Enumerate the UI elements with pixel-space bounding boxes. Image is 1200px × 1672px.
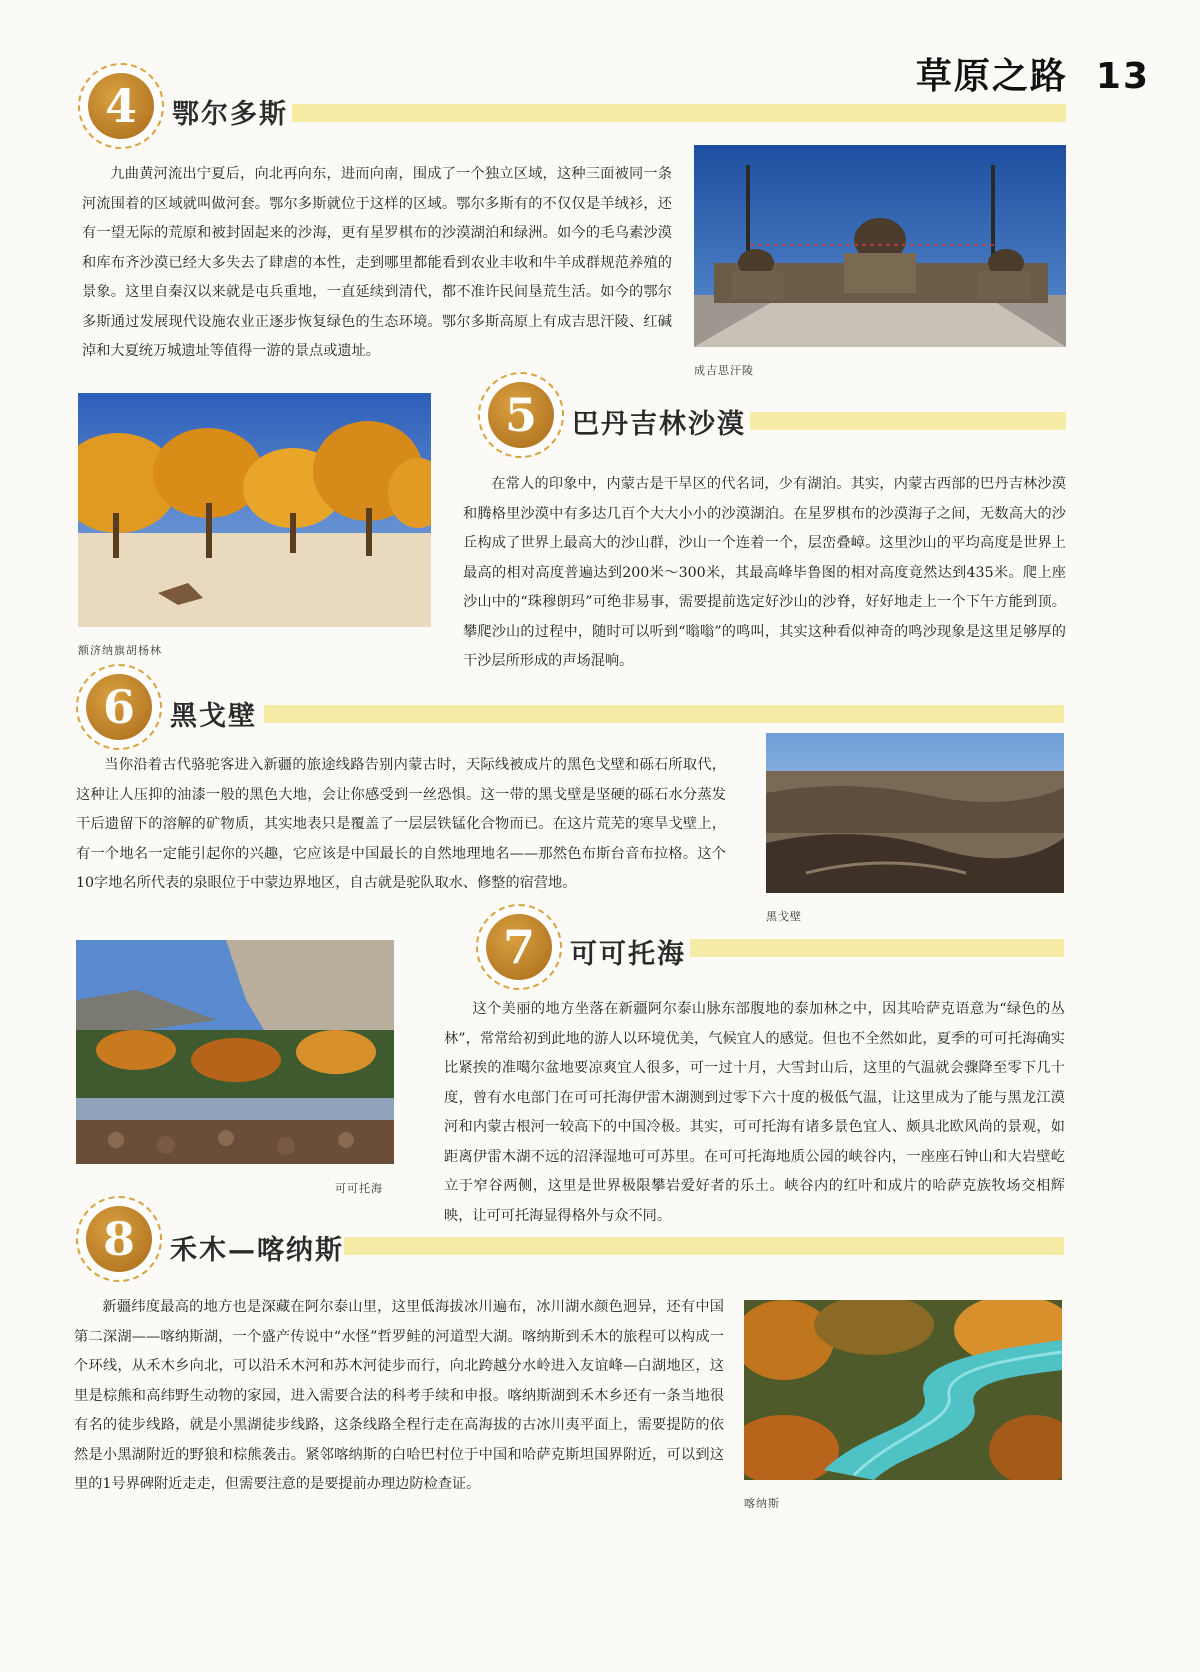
section-7-title: 可可托海 <box>570 939 686 970</box>
section-4-number-badge: 4 <box>78 63 164 149</box>
section-5-title-bar <box>750 412 1066 430</box>
section-6-photo-caption: 黑戈壁 <box>766 910 802 923</box>
page-number: 13 <box>1095 56 1150 97</box>
section-7-title-bar <box>690 939 1064 957</box>
magazine-section-title: 草原之路 <box>915 56 1068 97</box>
section-6-number-badge: 6 <box>76 664 162 750</box>
section-4-photo <box>694 145 1066 347</box>
section-8-number-badge: 8 <box>76 1196 162 1282</box>
section-7-text: 这个美丽的地方坐落在新疆阿尔泰山脉东部腹地的泰加林之中，因其哈萨克语意为“绿色的丛林”，常常给初到此地的游人以环境优美，气候宜人的感觉。但也不全然如此，夏季的可可托海确实比紧挨的准噶尔盆地要凉爽宜人很多，可一过十月，大雪封山后，这里的气温就会骤降至零下几十度，曾有水电部门在可可托海伊雷木湖测到过零下六十度的极低气温，让这里成为了能与黑龙江漠河和内蒙古根河一较高下的中国冷极。其实，可可托海有诸多景色宜人、颇具北欧风尚的景观，如距离伊雷木湖不远的沼泽湿地可可苏里。在可可托海地质公园的峡谷内，一座座石钟山和大岩壁屹立于窄谷两侧，这里是世界极限攀岩爱好者的乐土。峡谷内的红叶和成片的哈萨克族牧场交相辉映，让可可托海显得格外与众不同。 <box>444 1001 1065 1224</box>
section-8-title: 禾木—喀纳斯 <box>170 1235 344 1266</box>
section-8-photo <box>744 1300 1062 1480</box>
section-6-title-bar <box>264 705 1064 723</box>
section-8-photo-caption: 喀纳斯 <box>744 1497 780 1510</box>
section-4-photo-caption: 成吉思汗陵 <box>694 364 754 377</box>
page-header <box>916 48 1150 99</box>
section-5-number-badge: 5 <box>478 372 564 458</box>
section-4-title: 鄂尔多斯 <box>172 99 288 130</box>
section-5-title: 巴丹吉林沙漠 <box>572 409 746 440</box>
section-7-photo <box>76 940 394 1164</box>
section-6-title: 黑戈壁 <box>170 701 257 732</box>
section-7-number-badge: 7 <box>476 904 562 990</box>
section-4-title-bar <box>292 104 1066 122</box>
section-6-text: 当你沿着古代骆驼客进入新疆的旅途线路告别内蒙古时，天际线被成片的黑色戈壁和砾石所取代，这种让人压抑的油漆一般的黑色大地，会让你感受到一丝恐惧。这一带的黑戈壁是坚硬的砾石水分蒸发干后遗留下的溶解的矿物质，其实地表只是覆盖了一层层铁锰化合物而已。在这片荒芜的寒旱戈壁上，有一个地名一定能引起你的兴趣，它应该是中国最长的自然地理地名——那然色布斯台音布拉格。这个10字地名所代表的泉眼位于中蒙边界地区，自古就是驼队取水、修整的宿营地。 <box>76 757 726 891</box>
section-7-photo-caption: 可可托海 <box>335 1182 383 1195</box>
section-5-photo <box>78 393 431 627</box>
section-8-text: 新疆纬度最高的地方也是深藏在阿尔泰山里，这里低海拔冰川遍布，冰川湖水颜色迥异，还有中国第二深湖——喀纳斯湖，一个盛产传说中“水怪”哲罗鲑的河道型大湖。喀纳斯到禾木的旅程可以构成一个环线，从禾木乡向北，可以沿禾木河和苏木河徒步而行，向北跨越分水岭进入友谊峰—白湖地区，这里是棕熊和高纬野生动物的家园，进入需要合法的科考手续和申报。喀纳斯湖到禾木乡还有一条当地很有名的徒步线路，就是小黑湖徒步线路，这条线路全程行走在高海拔的古冰川夷平面上，需要提防的依然是小黑湖附近的野狼和棕熊袭击。紧邻喀纳斯的白哈巴村位于中国和哈萨克斯坦国界附近，可以到这里的1号界碑附近走走，但需要注意的是要提前办理边防检查证。 <box>74 1299 724 1492</box>
section-4-text: 九曲黄河流出宁夏后，向北再向东，进而向南，围成了一个独立区域，这种三面被同一条河流围着的区域就叫做河套。鄂尔多斯就位于这样的区域。鄂尔多斯有的不仅仅是羊绒衫，还有一望无际的荒原和被封固起来的沙海，更有星罗棋布的沙漠湖泊和绿洲。如今的毛乌素沙漠和库布齐沙漠已经大多失去了肆虐的本性，走到哪里都能看到农业丰收和牛羊成群规范养殖的景象。这里自秦汉以来就是屯兵重地，一直延续到清代，都不准许民间垦荒生活。如今的鄂尔多斯通过发展现代设施农业正逐步恢复绿色的生态环境。鄂尔多斯高原上有成吉思汗陵、红碱淖和大夏统万城遗址等值得一游的景点或遗址。 <box>82 166 672 359</box>
section-5-text: 在常人的印象中，内蒙古是干旱区的代名词，少有湖泊。其实，内蒙古西部的巴丹吉林沙漠和腾格里沙漠中有多达几百个大大小小的沙漠湖泊。在星罗棋布的沙漠海子之间，无数高大的沙丘构成了世界上最高大的沙山群，沙山一个连着一个，层峦叠嶂。这里沙山的平均高度是世界上最高的相对高度普遍达到200米～300米，其最高峰毕鲁图的相对高度竟然达到435米。爬上座沙山中的“珠穆朗玛”可绝非易事，需要提前选定好沙山的沙脊，好好地走上一个下午方能到顶。攀爬沙山的过程中，随时可以听到“嗡嗡”的鸣叫，其实这种看似神奇的鸣沙现象是这里足够厚的干沙层所形成的声场混响。 <box>463 476 1066 669</box>
section-5-photo-caption: 额济纳旗胡杨林 <box>78 644 162 657</box>
section-8-title-bar <box>344 1237 1064 1255</box>
section-6-photo <box>766 733 1064 893</box>
